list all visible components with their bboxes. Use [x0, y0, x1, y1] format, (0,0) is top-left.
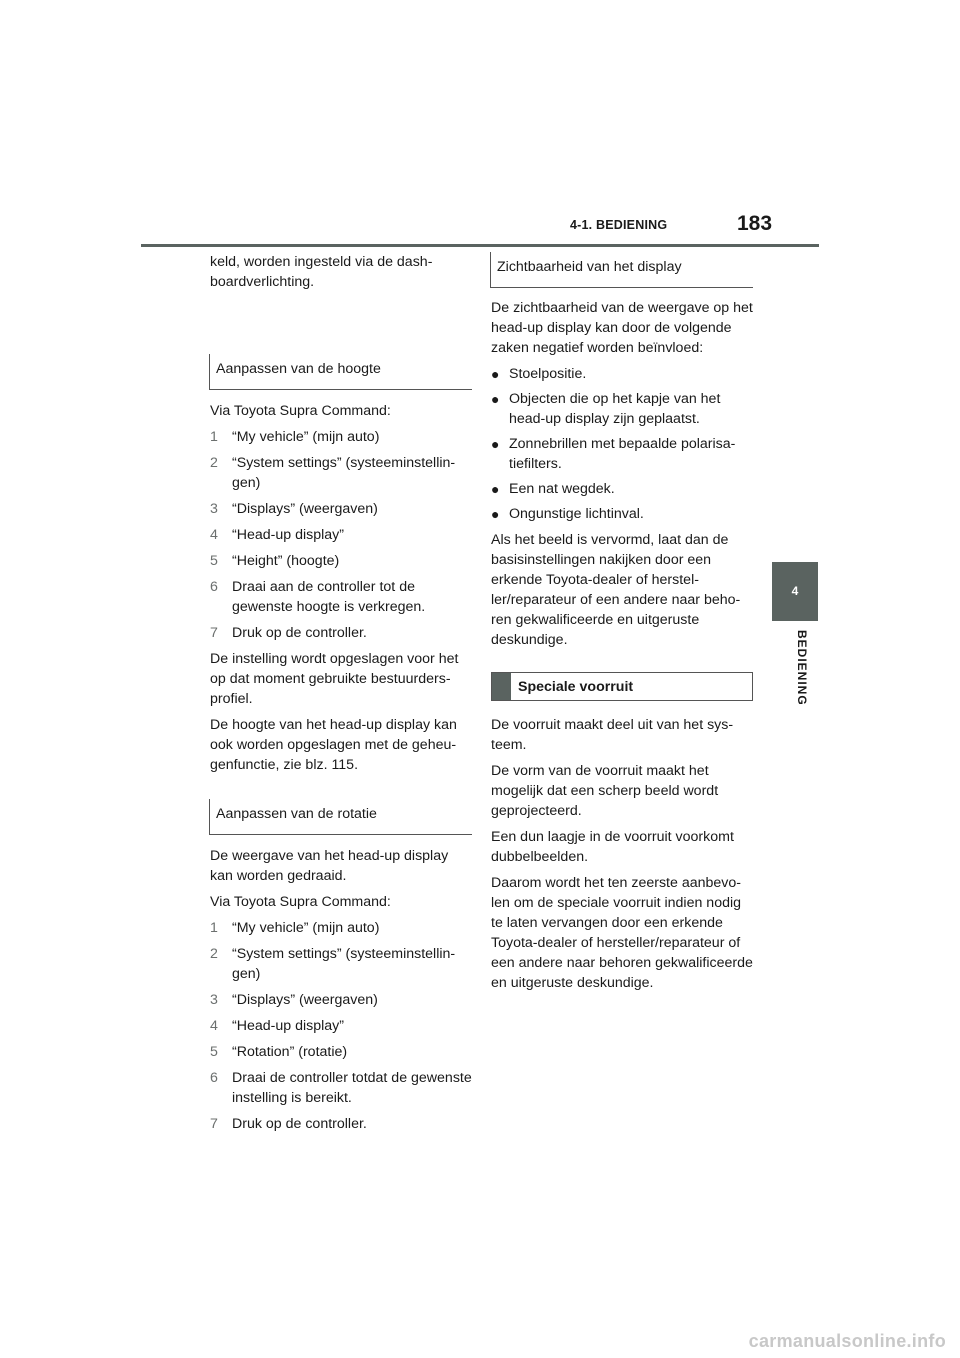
bullet-item — [491, 389, 753, 429]
step-item — [210, 1016, 472, 1036]
visibility-subheading: Zichtbaarheid van het display — [490, 252, 753, 288]
step-text: Draai aan de controller tot de gewenste hoogte is verkregen. — [232, 579, 426, 615]
bullet-item — [491, 504, 753, 524]
height-subheading: Aanpassen van de hoogte — [209, 354, 472, 390]
step-text: “System settings” (systeeminstellingen) — [232, 455, 456, 491]
step-item — [210, 499, 472, 519]
step-text: “Displays” (weergaven) — [232, 992, 378, 1008]
step-number: 1 — [210, 920, 218, 936]
bullet-dot-icon: ● — [491, 481, 500, 497]
step-item — [210, 427, 472, 447]
page-number: 183 — [737, 212, 773, 235]
step-item — [210, 623, 472, 643]
special-paragraph-1: De voorruit maakt deel uit van het systeem. — [491, 717, 734, 753]
bullet-text: Objecten die op het kapje van het head-up display zijn geplaatst. — [509, 391, 721, 427]
bullet-text: Een nat wegdek. — [509, 481, 615, 497]
rotation-subheading: Aanpassen van de rotatie — [209, 799, 472, 835]
bullet-dot-icon: ● — [491, 366, 500, 382]
bullet-item — [491, 434, 753, 474]
bullet-dot-icon: ● — [491, 506, 500, 522]
step-text: “Displays” (weergaven) — [232, 501, 378, 517]
bullet-text: Ongunstige lichtinval. — [509, 506, 644, 522]
step-item — [210, 1114, 472, 1134]
step-number: 3 — [210, 501, 218, 517]
step-number: 7 — [210, 1116, 218, 1132]
special-paragraph-2: De vorm van de voorruit maakt het mogelijk dat een scherp beeld wordt geprojecteerd. — [491, 763, 719, 819]
step-number: 5 — [210, 553, 218, 569]
step-text: “System settings” (systeeminstellingen) — [232, 946, 456, 982]
bullet-text: Stoelpositie. — [509, 366, 587, 382]
step-text: Druk op de controller. — [232, 1116, 367, 1132]
step-text: Druk op de controller. — [232, 625, 367, 641]
step-item — [210, 453, 472, 493]
height-paragraph-1: De instelling wordt opgeslagen voor het op dat moment gebruikte bestuurdersprofiel. — [210, 651, 459, 707]
step-item — [210, 1042, 472, 1062]
step-number: 2 — [210, 946, 218, 962]
step-item — [210, 525, 472, 545]
bullet-text: Zonnebrillen met bepaalde polarisatiefilters. — [509, 436, 736, 472]
step-text: “Head-up display” — [232, 1018, 344, 1034]
step-number: 6 — [210, 579, 218, 595]
bullet-dot-icon: ● — [491, 436, 500, 452]
right-column — [491, 252, 753, 999]
rotation-paragraph-1: De weergave van het head-up display kan worden gedraaid. — [210, 848, 449, 884]
step-text: “Height” (hoogte) — [232, 553, 340, 569]
chapter-number: 4 — [791, 584, 799, 598]
section-title: 4-1. BEDIENING — [570, 218, 668, 232]
step-item — [210, 551, 472, 571]
step-number: 6 — [210, 1070, 218, 1086]
special-windshield-heading-box — [491, 672, 753, 701]
bullet-dot-icon: ● — [491, 391, 500, 407]
heading-marker — [492, 673, 511, 700]
special-paragraph-4: Daarom wordt het ten zeerste aanbevolen om de speciale voorruit indien nodig te laten vervangen door een erkende Toyota-dealer of hersteller/reparateur of een andere naar behoren gekwalificeerde en uitgeruste deskundige. — [491, 875, 753, 991]
step-number: 7 — [210, 625, 218, 641]
step-number: 3 — [210, 992, 218, 1008]
header-divider — [141, 244, 819, 247]
step-number: 5 — [210, 1044, 218, 1060]
step-text: “My vehicle” (mijn auto) — [232, 429, 380, 445]
height-steps-list — [210, 427, 472, 643]
step-text: Draai de controller totdat de gewenste instelling is bereikt. — [232, 1070, 472, 1106]
special-windshield-heading: Speciale voorruit — [518, 679, 634, 695]
visibility-bullet-list — [491, 364, 753, 524]
step-number: 4 — [210, 527, 218, 543]
bullet-item — [491, 479, 753, 499]
chapter-label: BEDIENING — [795, 630, 809, 706]
height-via: Via Toyota Supra Command: — [210, 403, 391, 419]
step-number: 2 — [210, 455, 218, 471]
visibility-paragraph-1: De zichtbaarheid van de weergave op het head-up display kan door de volgende zaken negatief worden beïnvloed: — [491, 300, 753, 356]
step-text: “Head-up display” — [232, 527, 344, 543]
step-item — [210, 918, 472, 938]
height-paragraph-2: De hoogte van het head-up display kan ook worden opgeslagen met de geheugenfunctie, zie blz. 115. — [210, 717, 457, 773]
special-paragraph-3: Een dun laagje in de voorruit voorkomt dubbelbeelden. — [491, 829, 734, 865]
rotation-via: Via Toyota Supra Command: — [210, 894, 391, 910]
step-text: “My vehicle” (mijn auto) — [232, 920, 380, 936]
step-item — [210, 990, 472, 1010]
visibility-paragraph-2: Als het beeld is vervormd, laat dan de basisinstellingen nakijken door een erkende Toyota-dealer of hersteller/reparateur of een andere naar behoren gekwalificeerde en uitgeruste deskundige. — [491, 532, 741, 648]
step-text: “Rotation” (rotatie) — [232, 1044, 348, 1060]
step-number: 1 — [210, 429, 218, 445]
left-column — [210, 252, 472, 1140]
bullet-item — [491, 364, 753, 384]
step-number: 4 — [210, 1018, 218, 1034]
watermark-link[interactable]: carmanualsonline.info — [748, 1331, 946, 1351]
rotation-steps-list — [210, 918, 472, 1134]
step-item — [210, 1068, 472, 1108]
step-item — [210, 944, 472, 984]
intro-paragraph: keld, worden ingesteld via de dashboardverlichting. — [210, 254, 433, 290]
step-item — [210, 577, 472, 617]
